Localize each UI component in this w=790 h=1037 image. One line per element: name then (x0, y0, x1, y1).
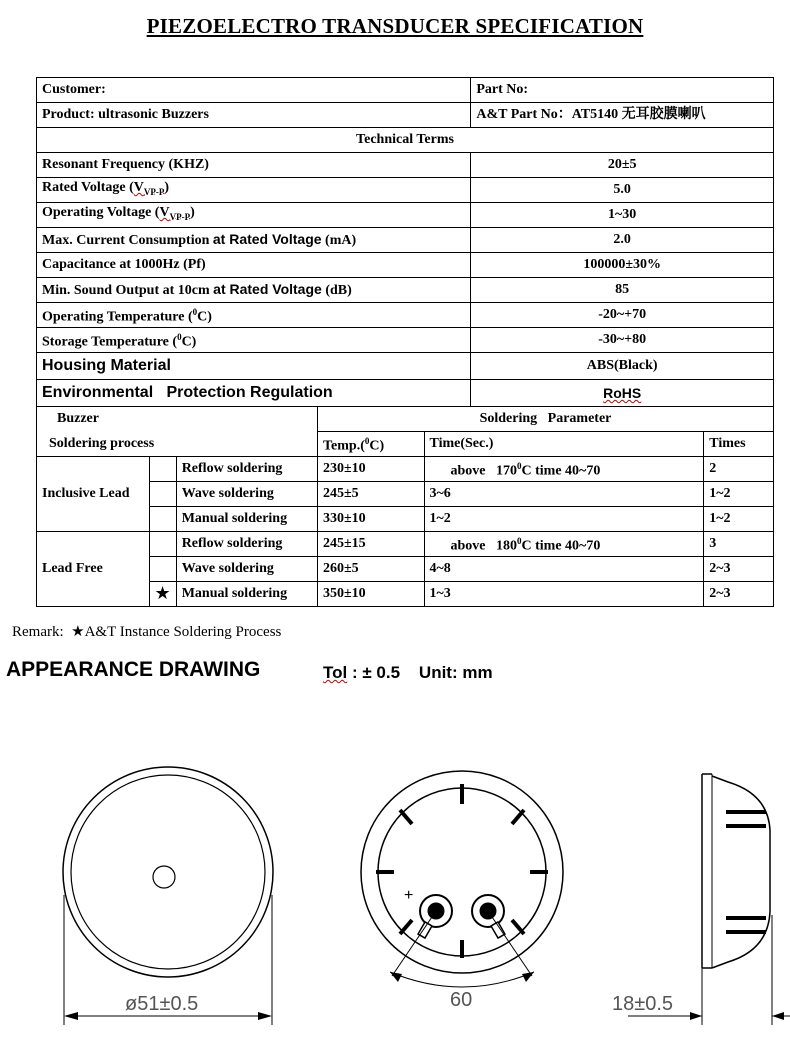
environment-label: Environmental Protection Regulation (37, 380, 471, 407)
spec-value-max-current: 2.0 (471, 228, 774, 253)
time-value: 3~6 (424, 482, 704, 507)
method-manual-soldering: Manual soldering (176, 507, 317, 532)
document-title: PIEZOELECTRO TRANSDUCER SPECIFICATION (146, 14, 644, 38)
row-mark (149, 457, 176, 482)
pin-left (418, 895, 452, 938)
spec-value-sound-output: 85 (471, 278, 774, 303)
remark-text: Remark: ★A&T Instance Soldering Process (12, 624, 282, 640)
height-dimension: 18±0.5 (612, 993, 674, 1015)
spec-value-storage-temperature: -30~+80 (471, 328, 774, 353)
method-wave-soldering: Wave soldering (176, 557, 317, 582)
spec-label-operating-voltage: Operating Voltage $(V_{VP-P})$ (37, 203, 471, 228)
time-value: 1~3 (424, 582, 704, 607)
time-value: 1~2 (424, 507, 704, 532)
time-header: Time(Sec.) (424, 432, 704, 457)
spec-value-rated-voltage: 5.0 (471, 178, 774, 203)
times-header: Times (704, 432, 774, 457)
housing-material-value: ABS(Black) (471, 353, 774, 380)
time-value: above $170^0C$ time 40~70 (424, 457, 704, 482)
back-view (361, 771, 563, 987)
at-part-no-cell: A&T Part No：AT5140 无耳胶膜喇叭 (471, 103, 774, 128)
temp-value: 245±15 (317, 532, 424, 557)
method-wave-soldering: Wave soldering (176, 482, 317, 507)
row-mark (149, 557, 176, 582)
appearance-heading: APPEARANCE DRAWING (6, 658, 261, 681)
row-mark (149, 532, 176, 557)
group-lead-free: Lead Free (37, 532, 150, 607)
method-manual-soldering: Manual soldering (176, 582, 317, 607)
spec-value-resonant-frequency: 20±5 (471, 153, 774, 178)
temp-value: 230±10 (317, 457, 424, 482)
spec-value-operating-temperature: -20~+70 (471, 303, 774, 328)
spec-label-storage-temperature: Storage Temperature ($^0$C) (37, 328, 471, 353)
pin-right (472, 895, 505, 938)
pin-spacing-dimension: 60 (450, 989, 473, 1011)
row-mark (149, 507, 176, 532)
spec-label-operating-temperature: Operating Temperature ($^0$C) (37, 303, 471, 328)
soldering-parameter-header: Soldering Parameter (317, 407, 773, 432)
environment-value: RoHS (471, 380, 774, 407)
appearance-drawing (0, 740, 790, 1030)
star-icon: ★ (149, 582, 176, 607)
spec-value-operating-voltage: 1~30 (471, 203, 774, 228)
spec-label-rated-voltage: Rated Voltage $(V_{VP-P})$ (37, 178, 471, 203)
side-view (628, 774, 790, 1025)
part-no-cell: Part No: (471, 78, 774, 103)
times-value: 3 (704, 532, 774, 557)
product-cell: Product: ultrasonic Buzzers (37, 103, 471, 128)
tolerance-unit: Tol : ± 0.5 Unit: mm (323, 663, 493, 682)
times-value: 2~3 (704, 582, 774, 607)
spec-table (36, 77, 774, 607)
time-value: 4~8 (424, 557, 704, 582)
temp-value: 350±10 (317, 582, 424, 607)
vpp-symbol: $V_{VP-P}$ (133, 180, 165, 197)
spec-value-capacitance: 100000±30% (471, 253, 774, 278)
vpp-symbol: $V_{VP-P}$ (159, 205, 191, 222)
group-inclusive-lead: Inclusive Lead (37, 457, 150, 532)
temp-value: 330±10 (317, 507, 424, 532)
temp-header: Temp.($^0$C) (317, 432, 424, 457)
buzzer-label: Buzzer (37, 407, 318, 432)
times-value: 1~2 (704, 482, 774, 507)
time-value: above $180^0C$ time 40~70 (424, 532, 704, 557)
housing-material-label: Housing Material (37, 353, 471, 380)
times-value: 2 (704, 457, 774, 482)
slot-marks (376, 784, 548, 958)
spec-label-resonant-frequency: Resonant Frequency (KHZ) (37, 153, 471, 178)
times-value: 2~3 (704, 557, 774, 582)
temp-value: 245±5 (317, 482, 424, 507)
spec-label-capacitance: Capacitance at 1000Hz (Pf) (37, 253, 471, 278)
times-value: 1~2 (704, 507, 774, 532)
spec-label-max-current: Max. Current Consumption at Rated Voltage (mA) (37, 228, 471, 253)
pin-polarity-plus: + (404, 887, 414, 904)
technical-terms-header: Technical Terms (37, 128, 774, 153)
front-view (63, 767, 273, 1025)
temp-value: 260±5 (317, 557, 424, 582)
spec-label-sound-output: Min. Sound Output at 10cm at Rated Voltage (dB) (37, 278, 471, 303)
row-mark (149, 482, 176, 507)
diameter-dimension: ø51±0.5 (125, 993, 199, 1015)
method-reflow-soldering: Reflow soldering (176, 532, 317, 557)
customer-cell: Customer: (37, 78, 471, 103)
method-reflow-soldering: Reflow soldering (176, 457, 317, 482)
soldering-process-label: Soldering process (37, 432, 318, 457)
